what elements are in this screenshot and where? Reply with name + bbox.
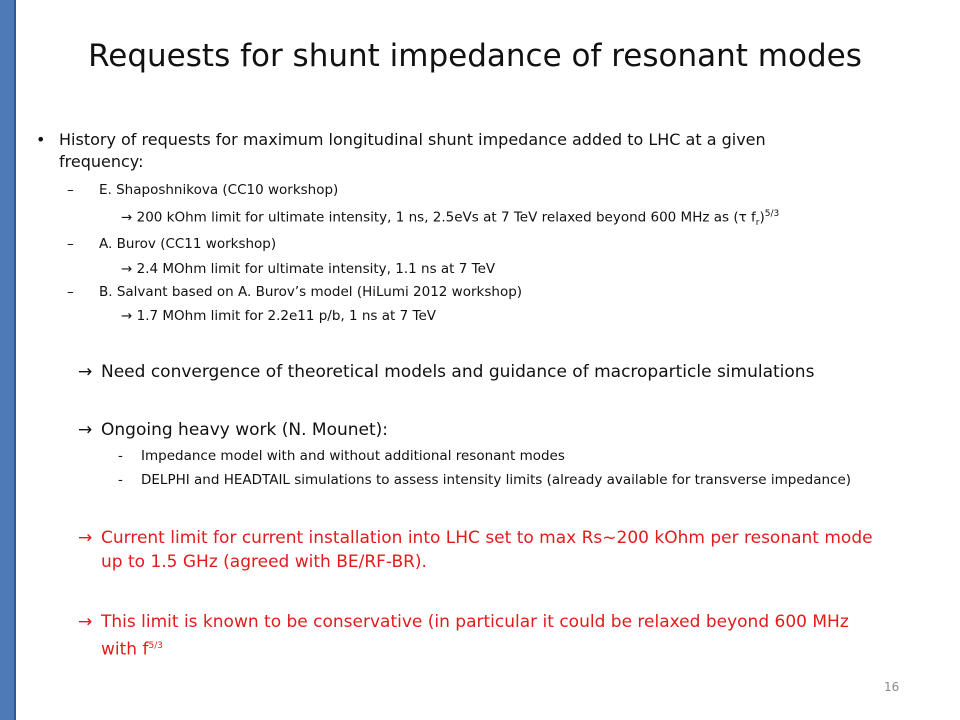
conservative-line2 bbox=[101, 634, 163, 663]
slide-title: Requests for shunt impedance of resonant modes bbox=[88, 38, 862, 74]
request-detail-text: 1.7 MOhm limit for 2.2e11 p/b, 1 ns at 7 TeV bbox=[136, 308, 436, 324]
request-detail bbox=[121, 261, 495, 277]
request-detail bbox=[121, 308, 436, 324]
request-detail-text: 2.4 MOhm limit for ultimate intensity, 1.1 ns at 7 TeV bbox=[136, 261, 496, 277]
request-dash: – bbox=[67, 284, 74, 300]
page-number: 16 bbox=[884, 680, 900, 694]
superscript-exponent: 5/3 bbox=[764, 209, 780, 219]
current-limit-line2: up to 1.5 GHz (agreed with BE/RF-BR). bbox=[101, 552, 427, 572]
request-author: E. Shaposhnikova (CC10 workshop) bbox=[99, 182, 339, 198]
sub-item-dash: - bbox=[118, 472, 123, 488]
arrow-right-icon: → bbox=[78, 528, 93, 548]
arrow-right-icon: → bbox=[78, 612, 93, 632]
request-dash: – bbox=[67, 236, 74, 252]
conservative-line1: This limit is known to be conservative (in particular it could be relaxed beyond 600 MHz bbox=[101, 612, 849, 632]
arrow-right-icon: → bbox=[121, 261, 133, 277]
convergence-text: Need convergence of theoretical models and guidance of macroparticle simulations bbox=[101, 362, 815, 382]
history-text-line2: frequency: bbox=[59, 152, 144, 171]
request-dash: – bbox=[67, 182, 74, 198]
tau-symbol: τ bbox=[738, 209, 747, 226]
sub-item-dash: - bbox=[118, 448, 123, 464]
f-symbol: f bbox=[746, 209, 756, 226]
arrow-right-icon: → bbox=[78, 362, 93, 382]
history-text-line1: History of requests for maximum longitudinal shunt impedance added to LHC at a given bbox=[59, 130, 766, 149]
bullet-dot: • bbox=[36, 130, 46, 149]
arrow-right-icon: → bbox=[78, 420, 93, 440]
arrow-right-icon: → bbox=[121, 308, 133, 324]
ongoing-text: Ongoing heavy work (N. Mounet): bbox=[101, 420, 389, 440]
sub-item-text: Impedance model with and without additional resonant modes bbox=[141, 448, 565, 464]
request-author: A. Burov (CC11 workshop) bbox=[99, 236, 277, 252]
request-detail bbox=[121, 209, 779, 228]
subscript-r: r bbox=[755, 218, 760, 229]
arrow-right-icon: → bbox=[121, 209, 133, 226]
sub-item-text: DELPHI and HEADTAIL simulations to assess intensity limits (already available for transverse impedance) bbox=[141, 472, 852, 488]
superscript-exponent: 5/3 bbox=[148, 641, 163, 651]
close-paren: ) bbox=[759, 209, 765, 226]
conservative-line2-text: with f bbox=[101, 639, 149, 660]
current-limit-line1: Current limit for current installation into LHC set to max Rs~200 kOhm per resonant mode bbox=[101, 528, 873, 548]
request-author: B. Salvant based on A. Burov’s model (HiLumi 2012 workshop) bbox=[99, 284, 523, 300]
request-detail-text: 200 kOhm limit for ultimate intensity, 1 ns, 2.5eVs at 7 TeV relaxed beyond 600 MHz as ( bbox=[136, 209, 739, 226]
